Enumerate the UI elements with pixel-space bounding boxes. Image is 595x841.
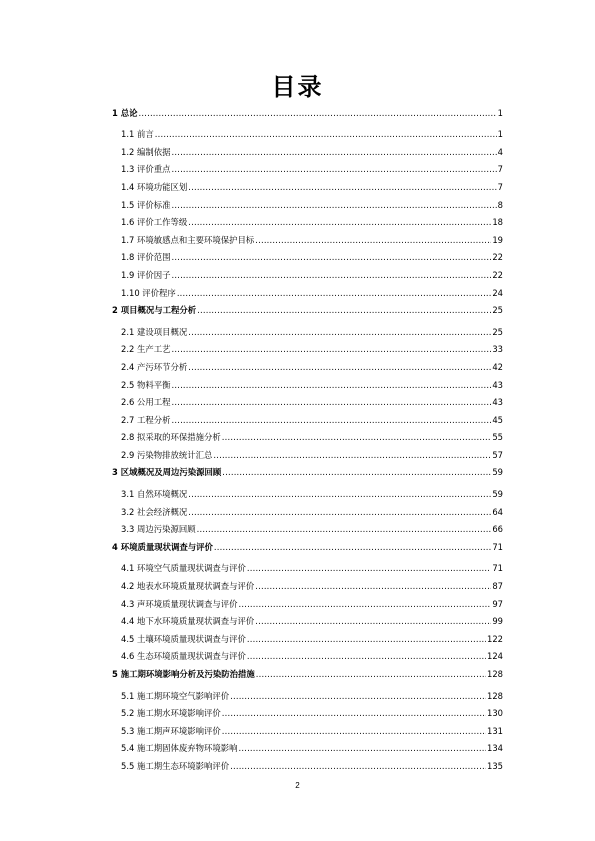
toc-section-entry[interactable] bbox=[112, 355, 503, 373]
toc-section-entry[interactable] bbox=[112, 426, 503, 444]
toc-entry-page-number: 130 bbox=[487, 708, 503, 719]
toc-entry-page-number: 59 bbox=[492, 489, 503, 500]
toc-entry-page-number: 131 bbox=[487, 725, 503, 736]
toc-section-entry[interactable] bbox=[112, 574, 503, 592]
toc-entry-label: 1.9 评价因子 bbox=[121, 269, 171, 280]
toc-section-entry[interactable] bbox=[112, 754, 503, 772]
dot-leader bbox=[247, 563, 491, 574]
toc-entry-label: 1.10 评价程序 bbox=[121, 287, 176, 298]
toc-section-entry[interactable] bbox=[112, 482, 503, 500]
dot-leader bbox=[177, 288, 492, 299]
dot-leader bbox=[188, 362, 491, 373]
toc-entry-label: 1.4 环境功能区划 bbox=[121, 181, 188, 192]
toc-section-entry[interactable] bbox=[112, 500, 503, 518]
toc-entry-page-number: 22 bbox=[492, 252, 503, 263]
dot-leader bbox=[213, 450, 491, 461]
toc-entry-label: 5.5 施工期生态环境影响评价 bbox=[121, 760, 230, 771]
toc-entry-label: 4.4 地下水环境质量现状调查与评价 bbox=[121, 616, 255, 627]
toc-entry-label: 1.6 评价工作等级 bbox=[121, 217, 188, 228]
toc-section-entry[interactable] bbox=[112, 228, 503, 246]
dot-leader bbox=[230, 691, 486, 702]
toc-section-entry[interactable] bbox=[112, 373, 503, 391]
toc-entry-label: 3.3 周边污染源回顾 bbox=[121, 524, 196, 535]
toc-entry-label: 2.8 拟采取的环保措施分析 bbox=[121, 432, 221, 443]
toc-entry-page-number: 42 bbox=[492, 361, 503, 372]
toc-chapter-entry[interactable] bbox=[112, 461, 503, 479]
toc-section-entry[interactable] bbox=[112, 592, 503, 610]
dot-leader bbox=[256, 669, 486, 680]
toc-section-entry[interactable] bbox=[112, 408, 503, 426]
toc-entry-label: 3 区域概况及周边污染源回顾 bbox=[112, 467, 222, 478]
dot-leader bbox=[171, 200, 496, 211]
toc-entry-page-number: 33 bbox=[492, 344, 503, 355]
page-number: 2 bbox=[295, 781, 300, 790]
dot-leader bbox=[171, 415, 491, 426]
toc-entry-page-number: 45 bbox=[492, 414, 503, 425]
toc-entry-label: 1.1 前言 bbox=[121, 129, 154, 140]
toc-chapter-entry[interactable] bbox=[112, 662, 503, 680]
dot-leader bbox=[188, 489, 491, 500]
dot-leader bbox=[247, 634, 486, 645]
toc-entry-page-number: 1 bbox=[497, 129, 503, 140]
dot-leader bbox=[171, 344, 491, 355]
toc-entry-label: 1.3 评价重点 bbox=[121, 164, 171, 175]
dot-leader bbox=[171, 270, 491, 281]
toc-section-entry[interactable] bbox=[112, 627, 503, 645]
toc-section-entry[interactable] bbox=[112, 610, 503, 628]
toc-entry-label: 4.2 地表水环境质量现状调查与评价 bbox=[121, 581, 255, 592]
toc-entry-page-number: 71 bbox=[492, 541, 503, 552]
dot-leader bbox=[222, 708, 486, 719]
toc-entry-label: 4.3 声环境质量现状调查与评价 bbox=[121, 598, 238, 609]
toc-entry-label: 2.4 产污环节分析 bbox=[121, 361, 188, 372]
toc-entry-label: 5.1 施工期环境空气影响评价 bbox=[121, 690, 230, 701]
toc-entry-label: 4 环境质量现状调查与评价 bbox=[112, 541, 213, 552]
toc-entry-label: 2.1 建设项目概况 bbox=[121, 326, 188, 337]
toc-entry-page-number: 124 bbox=[487, 651, 503, 662]
toc-entry-page-number: 24 bbox=[492, 287, 503, 298]
toc-entry-page-number: 128 bbox=[487, 690, 503, 701]
dot-leader bbox=[171, 147, 496, 158]
dot-leader bbox=[188, 327, 491, 338]
toc-entry-label: 5.4 施工期固体废弃物环境影响 bbox=[121, 743, 238, 754]
toc-entry-page-number: 43 bbox=[492, 379, 503, 390]
toc-section-entry[interactable] bbox=[112, 645, 503, 663]
dot-leader bbox=[188, 182, 496, 193]
toc-section-entry[interactable] bbox=[112, 391, 503, 409]
toc-entry-label: 2.9 污染物排放统计汇总 bbox=[121, 449, 213, 460]
dot-leader bbox=[214, 542, 491, 553]
toc-entry-label: 3.2 社会经济概况 bbox=[121, 506, 188, 517]
dot-leader bbox=[197, 524, 492, 535]
dot-leader bbox=[197, 305, 491, 316]
toc-chapter-entry[interactable] bbox=[112, 101, 503, 119]
toc-section-entry[interactable] bbox=[112, 719, 503, 737]
dot-leader bbox=[171, 164, 496, 175]
dot-leader bbox=[222, 726, 486, 737]
toc-section-entry[interactable] bbox=[112, 684, 503, 702]
toc-entry-page-number: 7 bbox=[497, 181, 503, 192]
toc-section-entry[interactable] bbox=[112, 281, 503, 299]
toc-entry-label: 5 施工期环境影响分析及污染防治措施 bbox=[112, 669, 255, 679]
dot-leader bbox=[171, 252, 491, 263]
toc-entry-label: 1 总论 bbox=[112, 107, 138, 118]
toc-entry-page-number: 1 bbox=[497, 107, 503, 118]
toc-entry-label: 2 项目概况与工程分析 bbox=[112, 305, 197, 316]
toc-entry-label: 2.7 工程分析 bbox=[121, 414, 171, 425]
toc-entry-page-number: 122 bbox=[487, 633, 503, 644]
toc-entry-page-number: 25 bbox=[492, 305, 503, 316]
toc-entry-label: 2.2 生产工艺 bbox=[121, 344, 171, 355]
dot-leader bbox=[139, 108, 497, 119]
toc-section-entry[interactable] bbox=[112, 443, 503, 461]
toc-entry-label: 5.2 施工期水环境影响评价 bbox=[121, 708, 221, 719]
toc-section-entry[interactable] bbox=[112, 158, 503, 176]
toc-entry-page-number: 59 bbox=[492, 467, 503, 478]
toc-entry-page-number: 55 bbox=[492, 432, 503, 443]
dot-leader bbox=[255, 235, 491, 246]
toc-entry-page-number: 135 bbox=[487, 760, 503, 771]
toc-section-entry[interactable] bbox=[112, 193, 503, 211]
toc-entry-page-number: 25 bbox=[492, 326, 503, 337]
toc-chapter-entry[interactable] bbox=[112, 299, 503, 317]
toc-entry-page-number: 19 bbox=[492, 234, 503, 245]
toc-entry-label: 4.5 土壤环境质量现状调查与评价 bbox=[121, 633, 246, 644]
toc-section-entry[interactable] bbox=[112, 140, 503, 158]
dot-leader bbox=[222, 432, 492, 443]
toc-entry-page-number: 22 bbox=[492, 269, 503, 280]
toc-entry-page-number: 8 bbox=[497, 199, 503, 210]
toc-entry-page-number: 97 bbox=[492, 598, 503, 609]
dot-leader bbox=[188, 507, 491, 518]
toc-section-entry[interactable] bbox=[112, 175, 503, 193]
toc-entry-page-number: 128 bbox=[487, 669, 503, 679]
toc-entry-page-number: 87 bbox=[492, 581, 503, 592]
toc-entry-page-number: 4 bbox=[497, 146, 503, 157]
dot-leader bbox=[230, 761, 486, 772]
dot-leader bbox=[171, 380, 491, 391]
dot-leader bbox=[188, 217, 491, 228]
page-title: 目录 bbox=[271, 73, 324, 101]
toc-entry-page-number: 71 bbox=[492, 563, 503, 574]
toc-entry-page-number: 7 bbox=[497, 164, 503, 175]
table-of-contents bbox=[112, 101, 503, 772]
dot-leader bbox=[255, 581, 491, 592]
toc-entry-label: 1.8 评价范围 bbox=[121, 252, 171, 263]
toc-entry-page-number: 57 bbox=[492, 449, 503, 460]
toc-entry-page-number: 99 bbox=[492, 616, 503, 627]
dot-leader bbox=[238, 743, 486, 754]
toc-section-entry[interactable] bbox=[112, 246, 503, 264]
toc-entry-label: 4.1 环境空气质量现状调查与评价 bbox=[121, 563, 246, 574]
dot-leader bbox=[247, 651, 486, 662]
toc-section-entry[interactable] bbox=[112, 737, 503, 755]
toc-entry-page-number: 18 bbox=[492, 217, 503, 228]
toc-section-entry[interactable] bbox=[112, 518, 503, 536]
toc-section-entry[interactable] bbox=[112, 123, 503, 141]
dot-leader bbox=[171, 397, 491, 408]
toc-entry-label: 1.5 评价标准 bbox=[121, 199, 171, 210]
dot-leader bbox=[155, 129, 497, 140]
toc-section-entry[interactable] bbox=[112, 263, 503, 281]
toc-entry-page-number: 43 bbox=[492, 397, 503, 408]
toc-entry-label: 1.2 编制依据 bbox=[121, 146, 171, 157]
toc-entry-label: 2.5 物料平衡 bbox=[121, 379, 171, 390]
toc-entry-label: 3.1 自然环境概况 bbox=[121, 489, 188, 500]
toc-entry-label: 5.3 施工期声环境影响评价 bbox=[121, 725, 221, 736]
dot-leader bbox=[222, 467, 491, 478]
toc-entry-label: 1.7 环境敏感点和主要环境保护目标 bbox=[121, 234, 255, 245]
dot-leader bbox=[238, 599, 491, 610]
toc-section-entry[interactable] bbox=[112, 211, 503, 229]
toc-section-entry[interactable] bbox=[112, 320, 503, 338]
toc-entry-page-number: 66 bbox=[492, 524, 503, 535]
toc-entry-label: 4.6 生态环境质量现状调查与评价 bbox=[121, 651, 246, 662]
dot-leader bbox=[255, 616, 491, 627]
toc-section-entry[interactable] bbox=[112, 338, 503, 356]
toc-chapter-entry[interactable] bbox=[112, 535, 503, 553]
toc-section-entry[interactable] bbox=[112, 702, 503, 720]
toc-section-entry[interactable] bbox=[112, 557, 503, 575]
toc-entry-page-number: 64 bbox=[492, 506, 503, 517]
toc-entry-label: 2.6 公用工程 bbox=[121, 397, 171, 408]
toc-entry-page-number: 134 bbox=[487, 743, 503, 754]
